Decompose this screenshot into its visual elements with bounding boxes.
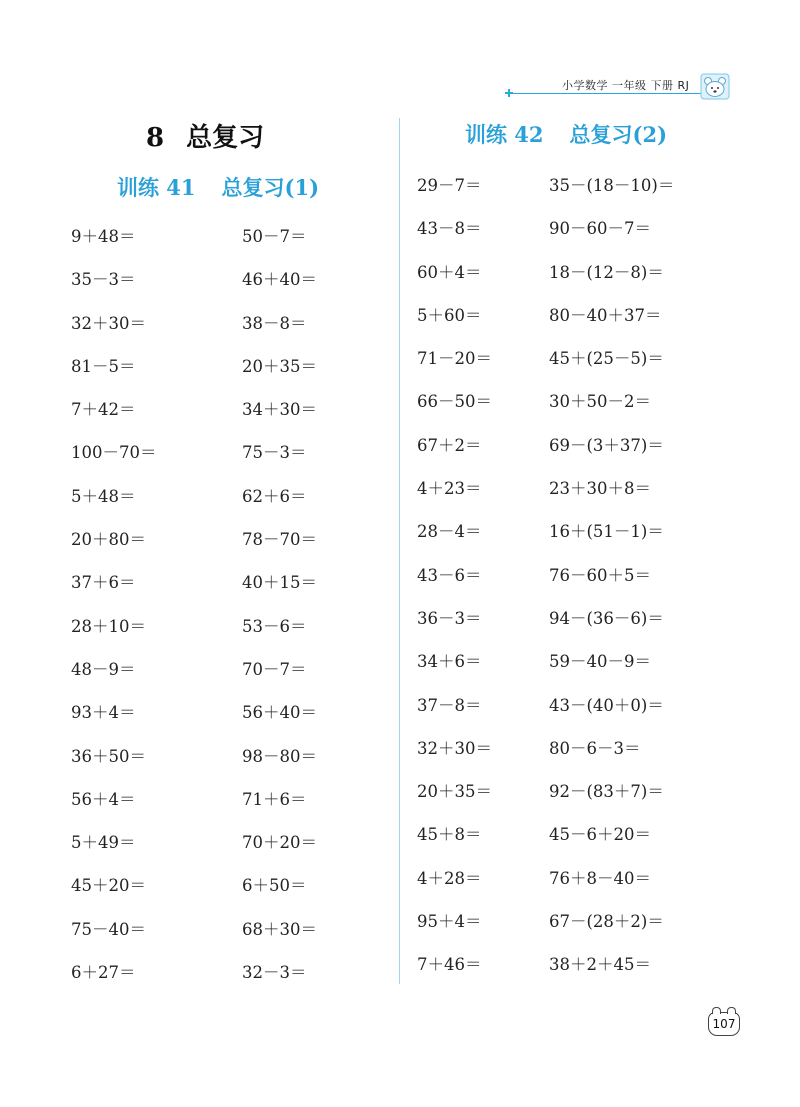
- exercise-item: 30＋50－2＝: [549, 392, 651, 412]
- exercise-item: 36－3＝: [417, 608, 482, 628]
- exercise-item: 59－40－9＝: [549, 652, 651, 672]
- exercise-item: 23＋30＋8＝: [549, 479, 651, 499]
- exercise-item: 6＋27＝: [71, 963, 136, 983]
- exercise-item: 92－(83＋7)＝: [549, 782, 664, 802]
- exercise-item: 7＋42＝: [71, 400, 136, 420]
- section-41-name: 总复习(1): [221, 175, 320, 200]
- exercise-column: [71, 229, 157, 1008]
- exercise-column: [242, 229, 317, 1008]
- exercise-item: 5＋49＝: [71, 833, 136, 853]
- exercise-item: 20＋80＝: [71, 530, 146, 550]
- exercise-item: 67＋2＝: [417, 435, 482, 455]
- exercise-item: 66－50＝: [417, 392, 492, 412]
- chapter-title: [146, 117, 316, 154]
- exercise-item: 43－(40＋0)＝: [549, 695, 664, 715]
- exercise-item: 70－7＝: [242, 659, 307, 679]
- exercise-item: 80－6－3＝: [549, 738, 641, 758]
- header-book-info: 小学数学 一年级 下册 RJ: [562, 79, 690, 92]
- exercise-item: 76＋8－40＝: [549, 868, 651, 888]
- exercise-item: 38＋2＋45＝: [549, 955, 651, 975]
- exercise-item: 50－7＝: [242, 227, 307, 246]
- exercise-item: 62＋6＝: [242, 486, 307, 506]
- exercise-item: 32－3＝: [242, 963, 307, 983]
- exercise-item: 45＋8＝: [417, 825, 482, 845]
- exercise-item: 48－9＝: [71, 659, 136, 679]
- exercise-item: 45－6＋20＝: [549, 825, 651, 845]
- page-number: 107: [712, 1017, 736, 1031]
- exercise-item: 75－40＝: [71, 919, 146, 939]
- exercise-item: 53－6＝: [242, 616, 307, 636]
- exercise-item: 98－80＝: [242, 746, 317, 766]
- exercise-item: 71＋6＝: [242, 789, 307, 809]
- exercise-item: 5＋60＝: [417, 305, 482, 325]
- section-42-label: 训练 42: [465, 122, 544, 147]
- section-41-title: [117, 172, 319, 202]
- exercise-item: 95＋4＝: [417, 912, 482, 932]
- exercise-item: 100－70＝: [71, 443, 157, 463]
- exercise-item: 6＋50＝: [242, 876, 307, 896]
- section-42-name: 总复习(2): [569, 122, 668, 147]
- chapter-name: 总复习: [186, 123, 265, 153]
- exercise-item: 56＋40＝: [242, 703, 317, 723]
- exercise-item: 45＋(25－5)＝: [549, 349, 664, 369]
- bear-icon: [700, 73, 730, 100]
- exercise-item: 45＋20＝: [71, 876, 146, 896]
- exercise-item: 81－5＝: [71, 356, 136, 376]
- exercise-item: 34＋30＝: [242, 400, 317, 420]
- exercise-item: 69－(3＋37)＝: [549, 435, 664, 455]
- exercise-item: 90－60－7＝: [549, 219, 651, 239]
- exercise-item: 28－4＝: [417, 522, 482, 542]
- exercise-item: 5＋48＝: [71, 486, 136, 506]
- section-41-label: 训练 41: [117, 175, 196, 200]
- exercise-item: 60＋4＝: [417, 262, 482, 282]
- page-number-badge: [708, 1012, 740, 1036]
- column-divider: [399, 118, 400, 984]
- exercise-item: 40＋15＝: [242, 573, 317, 593]
- exercise-item: 32＋30＝: [71, 313, 146, 333]
- exercise-item: 70＋20＝: [242, 833, 317, 853]
- exercise-item: 20＋35＝: [242, 356, 317, 376]
- exercise-item: 20＋35＝: [417, 782, 492, 802]
- exercise-item: 80－40＋37＝: [549, 305, 662, 325]
- exercise-item: 29－7＝: [417, 176, 482, 195]
- exercise-item: 46＋40＝: [242, 270, 317, 290]
- exercise-item: 18－(12－8)＝: [549, 262, 664, 282]
- exercise-item: 37－8＝: [417, 695, 482, 715]
- exercise-item: 9＋48＝: [71, 227, 136, 246]
- exercise-item: 34＋6＝: [417, 652, 482, 672]
- exercise-item: 76－60＋5＝: [549, 565, 651, 585]
- exercise-column: [417, 178, 492, 1001]
- exercise-item: 7＋46＝: [417, 955, 482, 975]
- exercise-item: 16＋(51－1)＝: [549, 522, 664, 542]
- exercise-item: 36＋50＝: [71, 746, 146, 766]
- exercise-item: 78－70＝: [242, 530, 317, 550]
- header-rule: [512, 93, 702, 94]
- exercise-item: 43－8＝: [417, 219, 482, 239]
- exercise-item: 32＋30＝: [417, 738, 492, 758]
- exercise-item: 67－(28＋2)＝: [549, 912, 664, 932]
- exercise-item: 38－8＝: [242, 313, 307, 333]
- exercise-item: 68＋30＝: [242, 919, 317, 939]
- exercise-item: 56＋4＝: [71, 789, 136, 809]
- exercise-item: 4＋23＝: [417, 479, 482, 499]
- exercise-item: 94－(36－6)＝: [549, 608, 664, 628]
- exercise-item: 37＋6＝: [71, 573, 136, 593]
- exercise-column: [549, 178, 674, 1001]
- exercise-item: 35－(18－10)＝: [549, 176, 675, 195]
- section-42-title: [465, 119, 667, 149]
- exercise-item: 4＋28＝: [417, 868, 482, 888]
- exercise-item: 28＋10＝: [71, 616, 146, 636]
- exercise-item: 71－20＝: [417, 349, 492, 369]
- exercise-item: 43－6＝: [417, 565, 482, 585]
- chapter-number: 8: [146, 123, 165, 153]
- exercise-item: 93＋4＝: [71, 703, 136, 723]
- exercise-item: 75－3＝: [242, 443, 307, 463]
- exercise-item: 35－3＝: [71, 270, 136, 290]
